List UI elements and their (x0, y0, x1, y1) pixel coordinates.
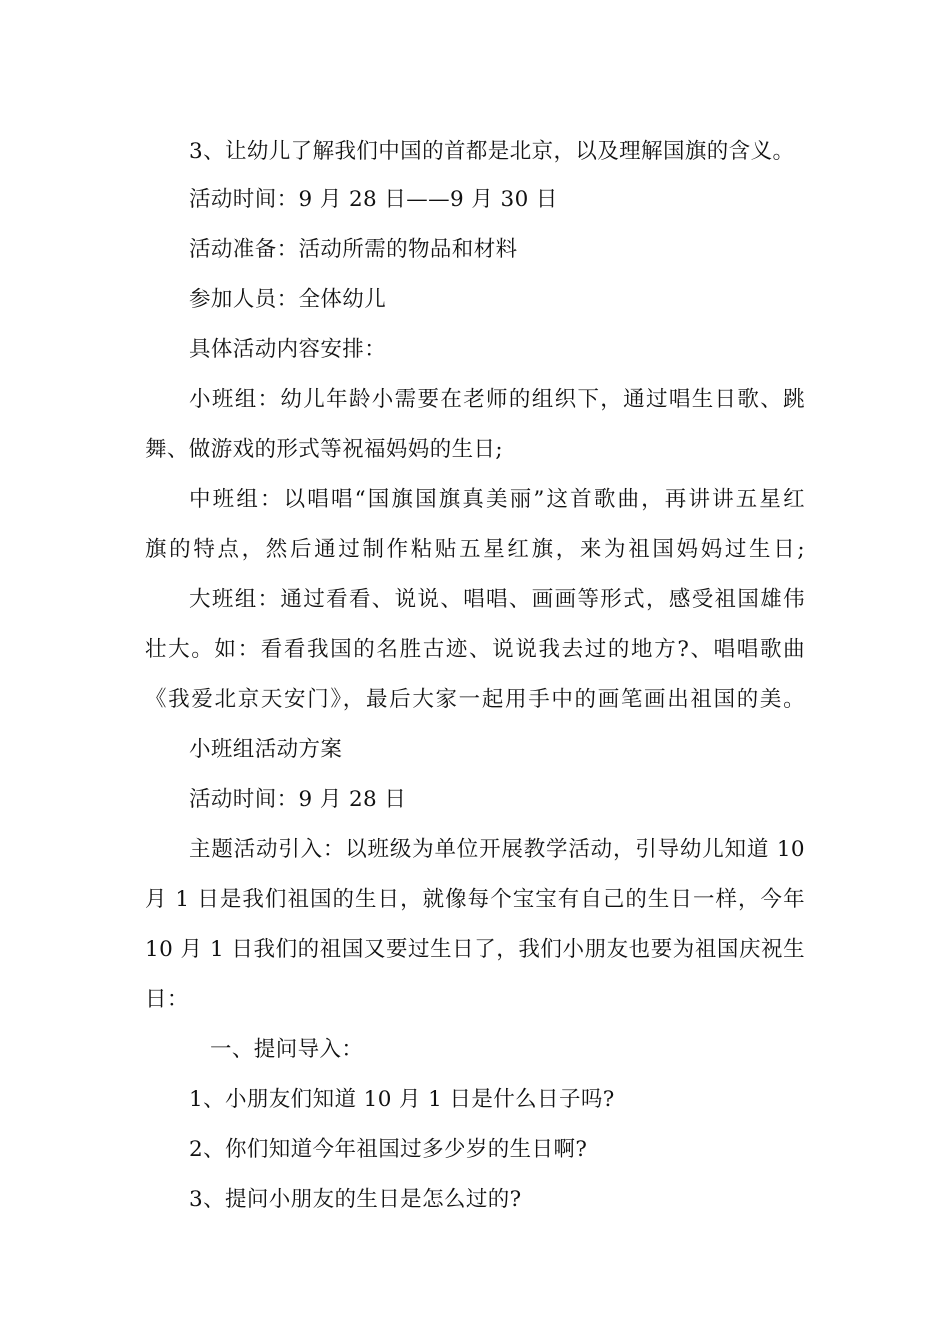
activity-time: 活动时间：9 月 28 日——9 月 30 日 (189, 187, 558, 212)
big-class-line-2: 壮大。如：看看我国的名胜古迹、说说我去过的地方?、唱唱歌曲 (145, 637, 805, 662)
question-1: 1、小朋友们知道 10 月 1 日是什么日子吗? (189, 1087, 615, 1112)
theme-intro-line-4: 日： (145, 987, 189, 1012)
theme-intro-line-2: 月 1 日是我们祖国的生日，就像每个宝宝有自己的生日一样，今年 (145, 887, 805, 912)
small-class-plan-heading: 小班组活动方案 (189, 737, 343, 762)
small-class-line-1: 小班组：幼儿年龄小需要在老师的组织下，通过唱生日歌、跳 (189, 387, 805, 412)
small-class-line-2: 舞、做游戏的形式等祝福妈妈的生日; (145, 437, 504, 462)
question-3: 3、提问小朋友的生日是怎么过的? (189, 1187, 522, 1212)
question-intro-heading: 一、提问导入： (210, 1037, 364, 1062)
theme-intro-line-1: 主题活动引入：以班级为单位开展教学活动，引导幼儿知道 10 (189, 837, 805, 862)
small-class-activity-time: 活动时间：9 月 28 日 (189, 787, 407, 812)
arrangement-heading: 具体活动内容安排： (189, 337, 387, 362)
participants: 参加人员：全体幼儿 (189, 287, 387, 312)
middle-class-line-1: 中班组：以唱唱“国旗国旗真美丽”这首歌曲，再讲讲五星红 (189, 487, 805, 512)
activity-preparation: 活动准备：活动所需的物品和材料 (189, 237, 518, 262)
big-class-line-1: 大班组：通过看看、说说、唱唱、画画等形式，感受祖国雄伟 (189, 587, 805, 612)
objective-3: 3、让幼儿了解我们中国的首都是北京，以及理解国旗的含义。 (189, 139, 795, 164)
big-class-line-3: 《我爱北京天安门》，最后大家一起用手中的画笔画出祖国的美。 (145, 687, 805, 712)
middle-class-line-2: 旗的特点，然后通过制作粘贴五星红旗，来为祖国妈妈过生日; (145, 537, 805, 562)
theme-intro-line-3: 10 月 1 日我们的祖国又要过生日了，我们小朋友也要为祖国庆祝生 (145, 937, 805, 962)
question-2: 2、你们知道今年祖国过多少岁的生日啊? (189, 1137, 588, 1162)
